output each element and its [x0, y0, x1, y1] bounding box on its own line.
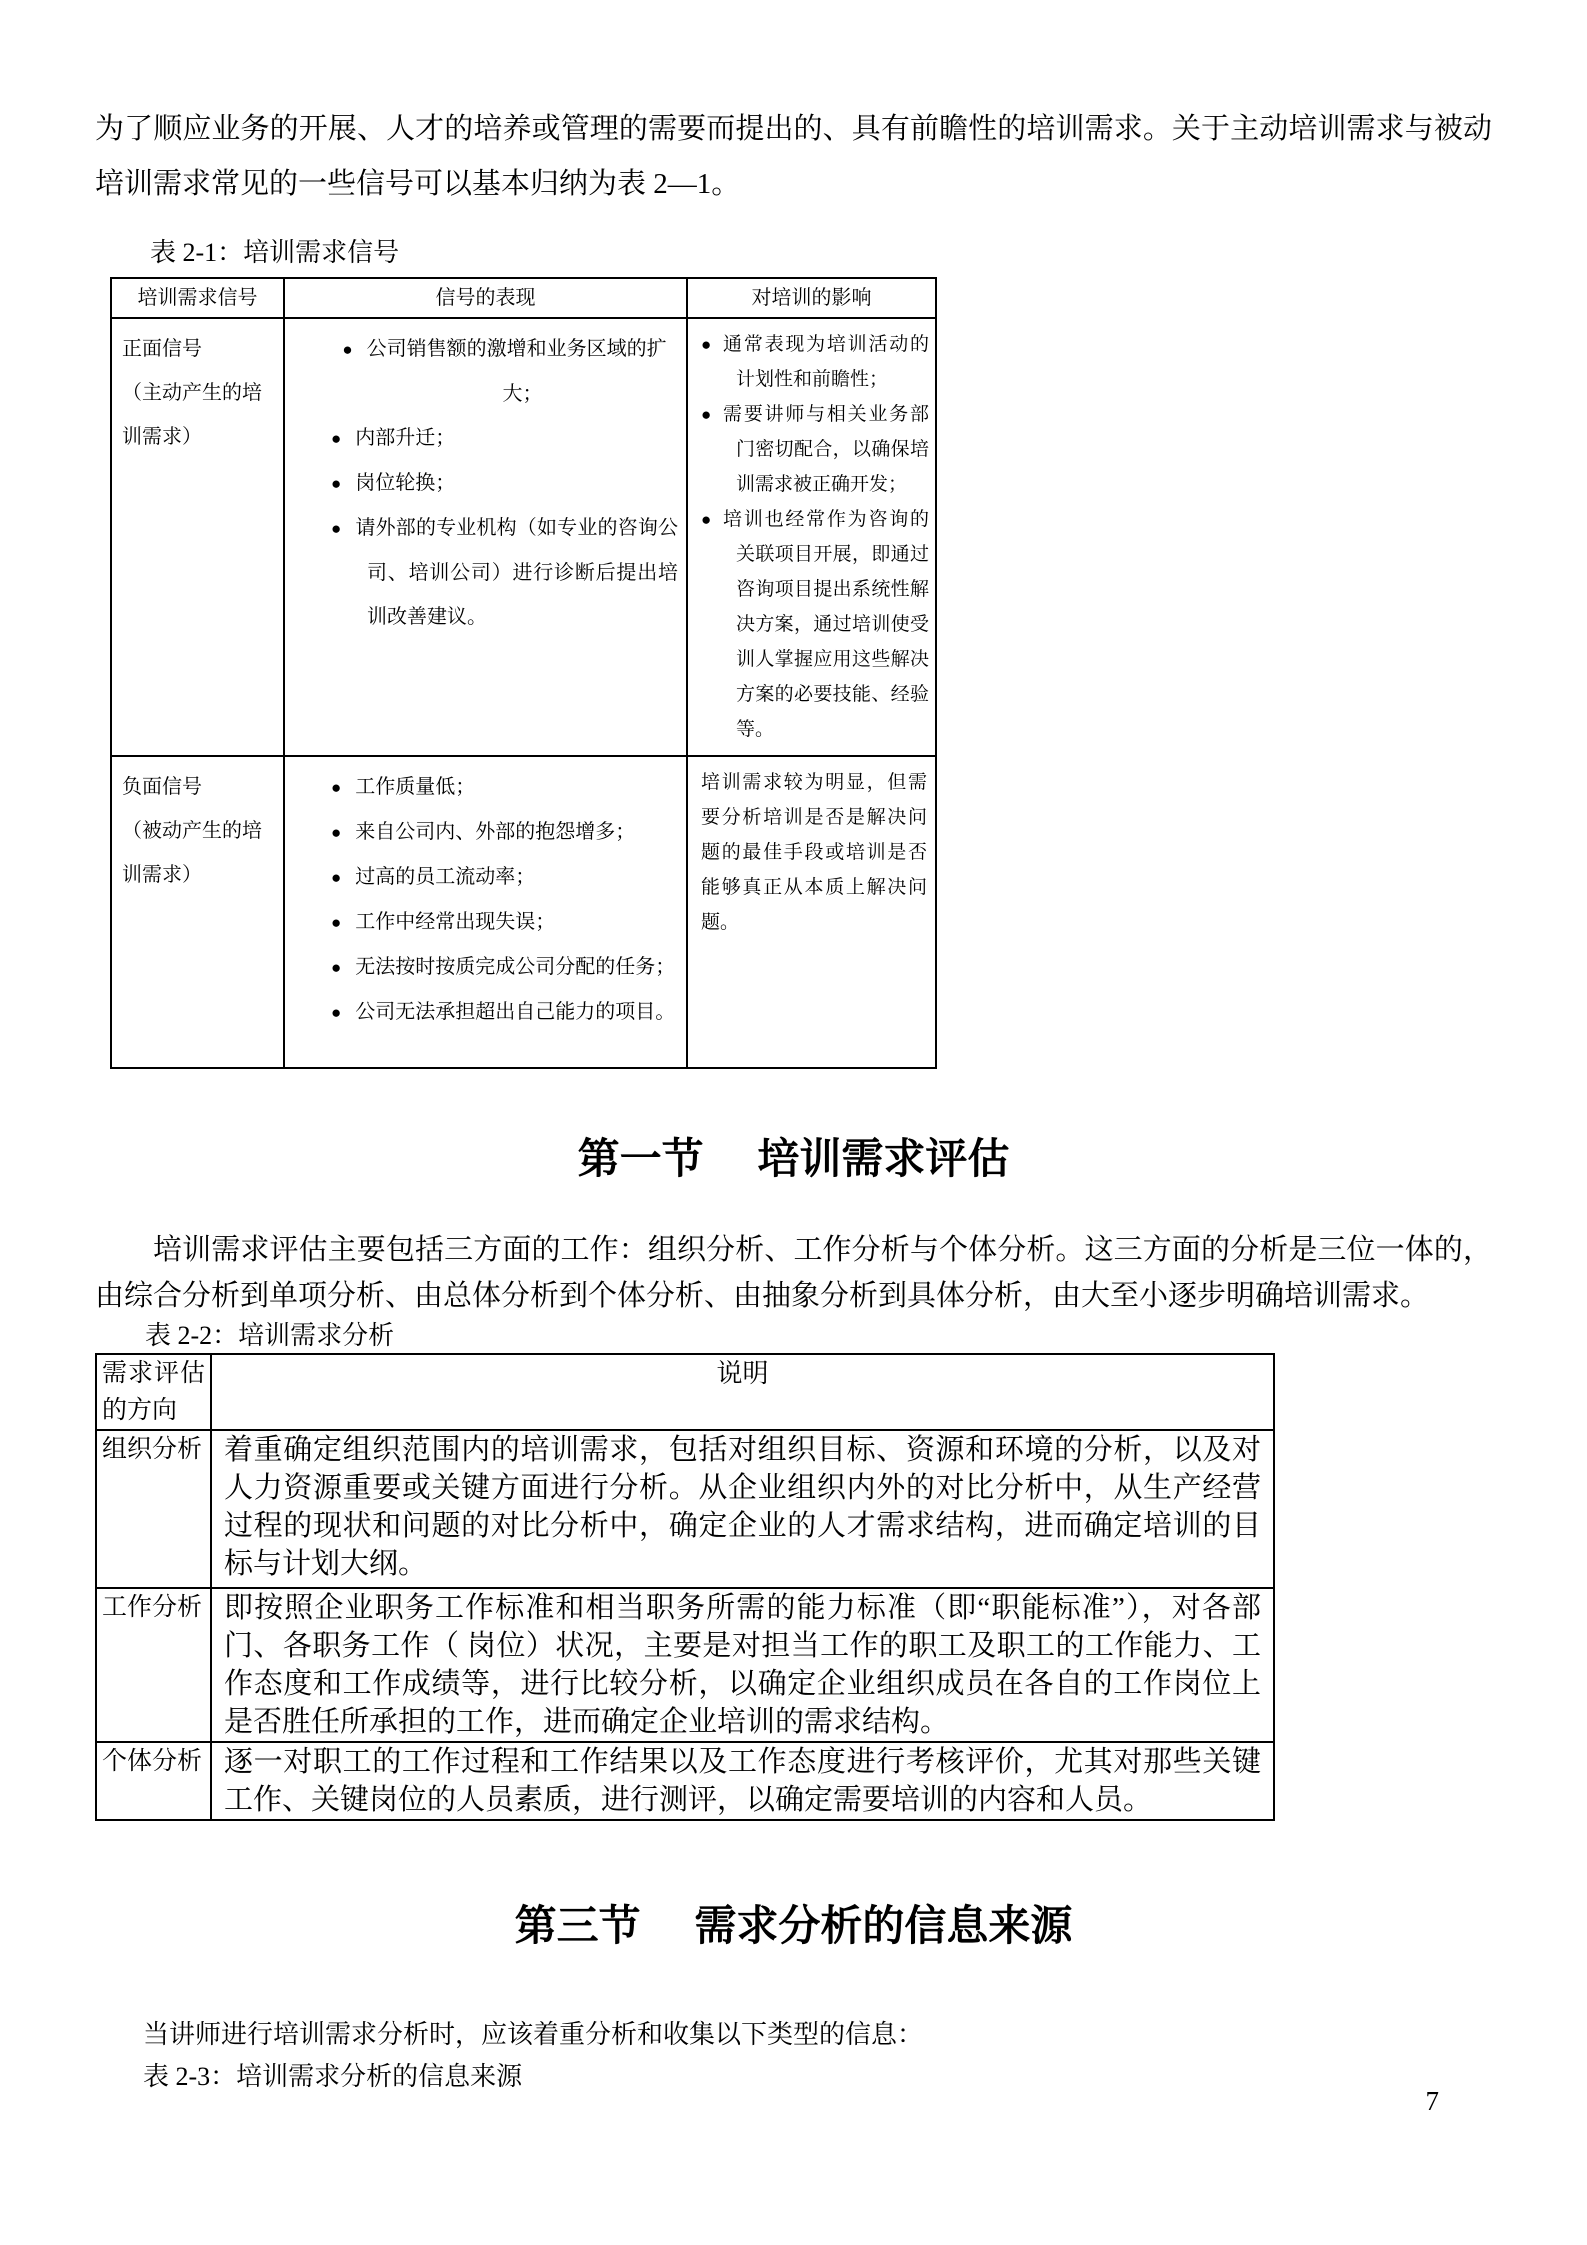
signal-subtitle: （被动产生的培训需求）	[122, 820, 262, 886]
page-number: 7	[1425, 2086, 1439, 2116]
table-row-individual-analysis	[96, 1742, 1274, 1820]
expression-list	[285, 327, 686, 639]
list-item-text: 工作质量低；	[355, 776, 476, 798]
list-item-text: 无法按时按质完成公司分配的任务；	[355, 956, 676, 978]
impact-text: 培训需求较为明显，但需要分析培训是否是解决问题的最佳手段或培训是否能够真正从本质上解决问题。	[701, 772, 927, 933]
description-cell: 即按照企业职务工作标准和相当职务所需的能力标准（即“职能标准”），对各部门、各职务工作（ 岗位）状况，主要是对担当工作的职工及职工的工作能力、工作态度和工作成绩等，进行比较分析，以确定企业组织成员在各自的工作岗位上是否胜任所承担的工作，进而确定企业培训的需求结构。	[211, 1588, 1274, 1742]
positive-signal-cell	[111, 318, 284, 756]
negative-signal-cell	[111, 756, 284, 1068]
list-item-text: 通常表现为培训活动的计划性和前瞻性；	[723, 334, 929, 390]
negative-impact-cell	[687, 756, 936, 1068]
table1-header-impact: 对培训的影响	[687, 278, 936, 318]
table1-caption: 表 2-1：培训需求信号	[150, 238, 400, 267]
list-item-text: 公司销售额的激增和业务区域的扩大；	[366, 338, 667, 405]
list-item	[688, 397, 935, 502]
bullet-icon: ●	[331, 474, 342, 493]
list-item	[285, 461, 686, 506]
table3-caption: 表 2-3：培训需求分析的信息来源	[143, 2062, 523, 2091]
bullet-icon: ●	[331, 868, 342, 887]
list-item-text: 培训也经常作为咨询的关联项目开展，即通过咨询项目提出系统性解决方案，通过培训使受训人掌握应用这些解决方案的必要技能、经验等。	[723, 509, 929, 740]
intro-paragraph: 为了顺应业务的开展、人才的培养或管理的需要而提出的、具有前瞻性的培训需求。关于主动培训需求与被动培训需求常见的一些信号可以基本归纳为表 2—1。	[95, 113, 1492, 200]
list-item	[285, 945, 686, 990]
section1-heading: 第一节 培训需求评估	[577, 1135, 1010, 1182]
list-item-text: 需要讲师与相关业务部门密切配合，以确保培训需求被正确开发；	[723, 404, 929, 495]
list-item	[285, 855, 686, 900]
section1-paragraph: 培训需求评估主要包括三方面的工作：组织分析、工作分析与个体分析。这三方面的分析是三位一体的，由综合分析到单项分析、由总体分析到个体分析、由抽象分析到具体分析，由大至小逐步明确培训需求。	[95, 1234, 1492, 1312]
bullet-icon: ●	[331, 958, 342, 977]
expression-list	[285, 765, 686, 1035]
list-item	[285, 900, 686, 945]
direction-cell: 个体分析	[96, 1742, 211, 1820]
impact-list	[688, 327, 935, 747]
bullet-icon: ●	[331, 519, 342, 538]
table2-header-description: 说明	[211, 1354, 1274, 1430]
training-signal-table	[110, 277, 937, 1069]
bullet-icon: ●	[331, 1003, 342, 1022]
direction-cell: 工作分析	[96, 1588, 211, 1742]
negative-expression-cell	[284, 756, 687, 1068]
bullet-icon: ●	[331, 429, 342, 448]
signal-title: 负面信号	[122, 776, 202, 798]
description-cell: 逐一对职工的工作过程和工作结果以及工作态度进行考核评价，尤其对那些关键工作、关键岗位的人员素质，进行测评，以确定需要培训的内容和人员。	[211, 1742, 1274, 1820]
table1-header-row	[111, 278, 936, 318]
bullet-icon: ●	[331, 823, 342, 842]
bullet-icon: ●	[331, 778, 342, 797]
section3-heading: 第三节 需求分析的信息来源	[514, 1902, 1073, 1949]
table1-header-signal: 培训需求信号	[111, 278, 284, 318]
positive-expression-cell	[284, 318, 687, 756]
table2-header-direction: 需求评估的方向	[96, 1354, 211, 1430]
table-row-positive-signal	[111, 318, 936, 756]
list-item-text: 过高的员工流动率；	[355, 866, 536, 888]
bullet-icon: ●	[342, 340, 353, 359]
table2-caption: 表 2-2：培训需求分析	[145, 1321, 395, 1350]
bullet-icon: ●	[701, 405, 714, 424]
table2-header-row	[96, 1354, 1274, 1430]
table-row-organization-analysis	[96, 1430, 1274, 1588]
list-item-text: 来自公司内、外部的抱怨增多；	[355, 821, 636, 843]
bullet-icon: ●	[331, 913, 342, 932]
list-item	[285, 990, 686, 1035]
direction-cell: 组织分析	[96, 1430, 211, 1588]
table1-header-expression: 信号的表现	[284, 278, 687, 318]
signal-subtitle: （主动产生的培训需求）	[122, 382, 262, 448]
table-row-negative-signal	[111, 756, 936, 1068]
description-cell: 着重确定组织范围内的培训需求，包括对组织目标、资源和环境的分析，以及对人力资源重要或关键方面进行分析。从企业组织内外的对比分析中，从生产经营过程的现状和问题的对比分析中，确定企业的人才需求结构，进而确定培训的目标与计划大纲。	[211, 1430, 1274, 1588]
needs-analysis-table	[95, 1353, 1275, 1821]
list-item	[285, 765, 686, 810]
section3-paragraph: 当讲师进行培训需求分析时，应该着重分析和收集以下类型的信息：	[143, 2020, 924, 2049]
list-item	[285, 416, 686, 461]
list-item-text: 公司无法承担超出自己能力的项目。	[355, 1001, 676, 1023]
bullet-icon: ●	[701, 335, 714, 354]
bullet-icon: ●	[701, 510, 714, 529]
list-item	[688, 327, 935, 397]
list-item	[285, 810, 686, 855]
list-item-text: 工作中经常出现失误；	[355, 911, 556, 933]
list-item-text: 请外部的专业机构（如专业的咨询公司、培训公司）进行诊断后提出培训改善建议。	[355, 517, 679, 628]
list-item-text: 岗位轮换；	[355, 472, 456, 494]
list-item	[285, 327, 686, 416]
list-item	[285, 506, 686, 639]
list-item-text: 内部升迁；	[355, 427, 456, 449]
list-item	[688, 502, 935, 747]
table-row-job-analysis	[96, 1588, 1274, 1742]
positive-impact-cell	[687, 318, 936, 756]
signal-title: 正面信号	[122, 338, 202, 360]
